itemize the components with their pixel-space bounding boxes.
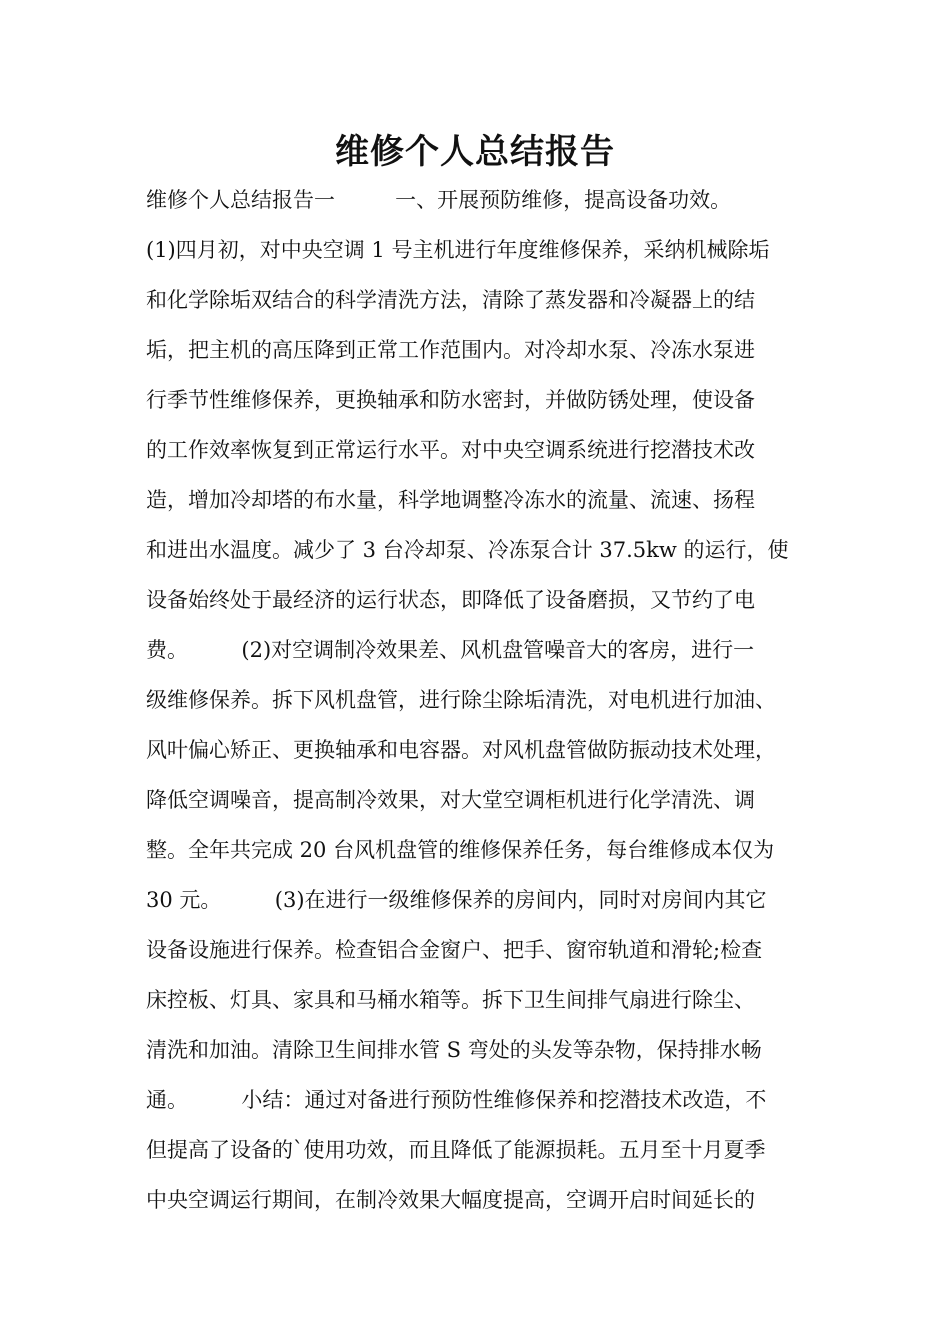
document-title: 维修个人总结报告: [335, 132, 615, 172]
body-line: 通。 小结：通过对备进行预防性维修保养和挖潜技术改造，不: [146, 1088, 767, 1112]
body-line: 设备设施进行保养。检查铝合金窗户、把手、窗帘轨道和滑轮;检查: [146, 938, 763, 962]
body-line: 维修个人总结报告一 一、开展预防维修，提高设备功效。: [146, 188, 732, 212]
body-line: 30 元。 (3)在进行一级维修保养的房间内，同时对房间内其它: [146, 888, 767, 912]
body-line: 行季节性维修保养，更换轴承和防水密封，并做防锈处理，使设备: [146, 388, 755, 412]
body-line: 降低空调噪音，提高制冷效果，对大堂空调柜机进行化学清洗、调: [146, 788, 755, 812]
body-line: 但提高了设备的`使用功效，而且降低了能源损耗。五月至十月夏季: [146, 1138, 766, 1162]
body-line: 整。全年共完成 20 台风机盘管的维修保养任务，每台维修成本仅为: [146, 838, 775, 862]
body-line: 设备始终处于最经济的运行状态，即降低了设备磨损，又节约了电: [146, 588, 755, 612]
body-line: 的工作效率恢复到正常运行水平。对中央空调系统进行挖潜技术改: [146, 438, 755, 462]
body-line: 费。 (2)对空调制冷效果差、风机盘管噪音大的客房，进行一: [146, 638, 755, 662]
body-line: 风叶偏心矫正、更换轴承和电容器。对风机盘管做防振动技术处理，: [146, 738, 776, 762]
body-line: 和化学除垢双结合的科学清洗方法，清除了蒸发器和冷凝器上的结: [146, 288, 755, 312]
body-line: 造，增加冷却塔的布水量，科学地调整冷冻水的流量、流速、扬程: [146, 488, 755, 512]
body-line: (1)四月初，对中央空调 1 号主机进行年度维修保养，采纳机械除垢: [146, 238, 770, 262]
body-line: 和进出水温度。减少了 3 台冷却泵、冷冻泵合计 37.5kw 的运行，使: [146, 538, 789, 562]
body-line: 垢，把主机的高压降到正常工作范围内。对冷却水泵、冷冻水泵进: [146, 338, 755, 362]
body-line: 清洗和加油。清除卫生间排水管 S 弯处的头发等杂物，保持排水畅: [146, 1038, 762, 1062]
body-line: 中央空调运行期间，在制冷效果大幅度提高，空调开启时间延长的: [146, 1188, 755, 1212]
body-line: 级维修保养。拆下风机盘管，进行除尘除垢清洗，对电机进行加油、: [146, 688, 776, 712]
body-line: 床控板、灯具、家具和马桶水箱等。拆下卫生间排气扇进行除尘、: [146, 988, 755, 1012]
